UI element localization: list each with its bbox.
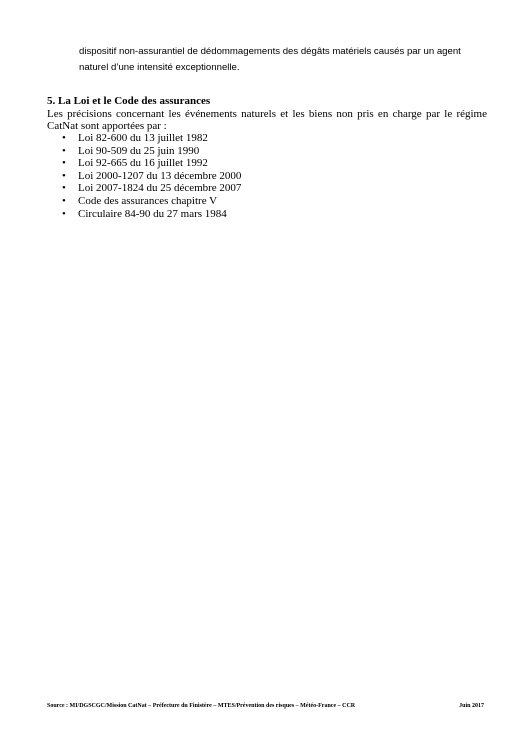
footer-source: Source : MI/DGSCGC/Mission CatNat – Préfecture du Finistère – MTES/Prévention des risques – Météo-France – CCR xyxy=(47,703,356,709)
bullet-icon: • xyxy=(62,194,66,207)
list-item xyxy=(47,132,487,145)
list-item-label: Circulaire 84-90 du 27 mars 1984 xyxy=(78,207,227,220)
intro-line-1: dispositif non-assurantiel de dédommagements des dégâts matériels causés par un agent xyxy=(79,46,461,57)
list-item-label: Loi 90-509 du 25 juin 1990 xyxy=(78,144,200,157)
list-item-label: Loi 2000-1207 du 13 décembre 2000 xyxy=(78,169,242,182)
list-item-label: Loi 82-600 du 13 juillet 1982 xyxy=(78,132,208,144)
bullet-icon: • xyxy=(62,132,66,144)
list-item xyxy=(47,145,487,158)
section-text-line-1: Les précisions concernant les événements naturels et les biens non pris en charge par le régime xyxy=(47,108,487,120)
page-footer xyxy=(47,702,487,710)
bullet-icon: • xyxy=(62,207,66,220)
law-list xyxy=(47,132,487,220)
list-item xyxy=(47,182,487,195)
intro-line-2: naturel d’une intensité exceptionnelle. xyxy=(79,62,240,73)
list-item-label: Code des assurances chapitre V xyxy=(78,194,218,207)
list-item-label: Loi 2007-1824 du 25 décembre 2007 xyxy=(78,182,242,195)
list-item-label: Loi 92-665 du 16 juillet 1992 xyxy=(78,157,208,170)
section-intro-text xyxy=(47,108,487,132)
bullet-icon: • xyxy=(62,157,66,170)
list-item xyxy=(47,157,487,170)
bullet-icon: • xyxy=(62,144,66,157)
section-title: 5. La Loi et le Code des assurances xyxy=(47,95,211,107)
section-text-line-2: CatNat sont apportées par : xyxy=(47,120,167,132)
bullet-icon: • xyxy=(62,182,66,195)
section-5 xyxy=(47,95,487,220)
footer-date: Juin 2017 xyxy=(459,703,484,709)
list-item xyxy=(47,195,487,208)
intro-paragraph xyxy=(79,44,489,76)
bullet-icon: • xyxy=(62,169,66,182)
list-item xyxy=(47,208,487,221)
list-item xyxy=(47,170,487,183)
